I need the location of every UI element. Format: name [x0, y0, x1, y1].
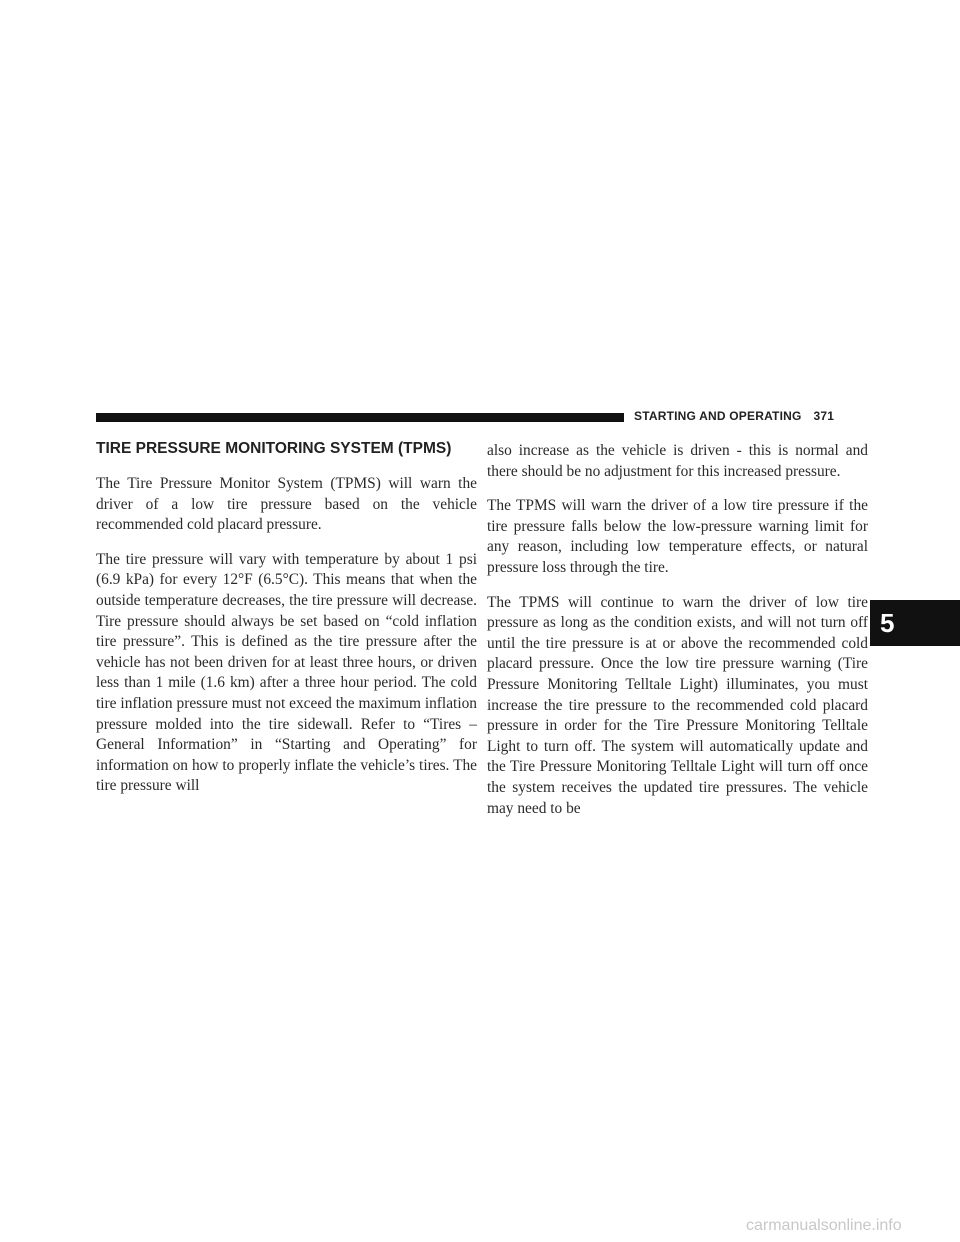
- paragraph: The TPMS will continue to warn the driver of low tire pressure as long as the condition exists, and will not turn off until the tire pressure is at or above the recommended cold placard pressure. Once the low tire pressure warning (Tire Pressure Monitoring Telltale Light) illuminates, you must increase the tire pressure to the recommended cold placard pressure in order for the Tire Pressure Monitoring Telltale Light to turn off. The system will automatically update and the Tire Pressure Monitoring Telltale Light will turn off once the system receives the updated tire pressures. The vehicle may need to be: [487, 593, 868, 817]
- paragraph: also increase as the vehicle is driven - this is normal and there should be no adjustment for this increased pressure.: [487, 442, 868, 480]
- section-heading: TIRE PRESSURE MONITORING SYSTEM (TPMS): [96, 440, 452, 457]
- left-column: [96, 474, 477, 811]
- running-header: [634, 409, 834, 423]
- page-number: 371: [813, 409, 835, 423]
- paragraph: The tire pressure will vary with temperature by about 1 psi (6.9 kPa) for every 12°F (6.5°C). This means that when the outside temperature decreases, the tire pressure will decrease. Tire pressure should always be set based on “cold inflation tire pressure”. This is defined as the tire pressure after the vehicle has not been driven for at least three hours, or driven less than 1 mile (1.6 km) after a three hour period. The cold tire inflation pressure must not exceed the maximum inflation pressure molded into the tire sidewall. Refer to “Tires – General Information” in “Starting and Operating” for information on how to properly inflate the vehicle’s tires. The tire pressure will: [96, 550, 477, 795]
- chapter-tab: 5: [870, 600, 960, 646]
- header-rule: [96, 413, 624, 422]
- paragraph: The Tire Pressure Monitor System (TPMS) will warn the driver of a low tire pressure based on the vehicle recommended cold placard pressure.: [96, 475, 477, 534]
- paragraph: The TPMS will warn the driver of a low tire pressure if the tire pressure falls below the low-pressure warning limit for any reason, including low temperature effects, or natural pressure loss through the tire.: [487, 497, 868, 576]
- watermark-text: carmanualsonline.info: [746, 1217, 902, 1234]
- header-section-title: STARTING AND OPERATING: [634, 409, 802, 423]
- right-column: [487, 441, 868, 833]
